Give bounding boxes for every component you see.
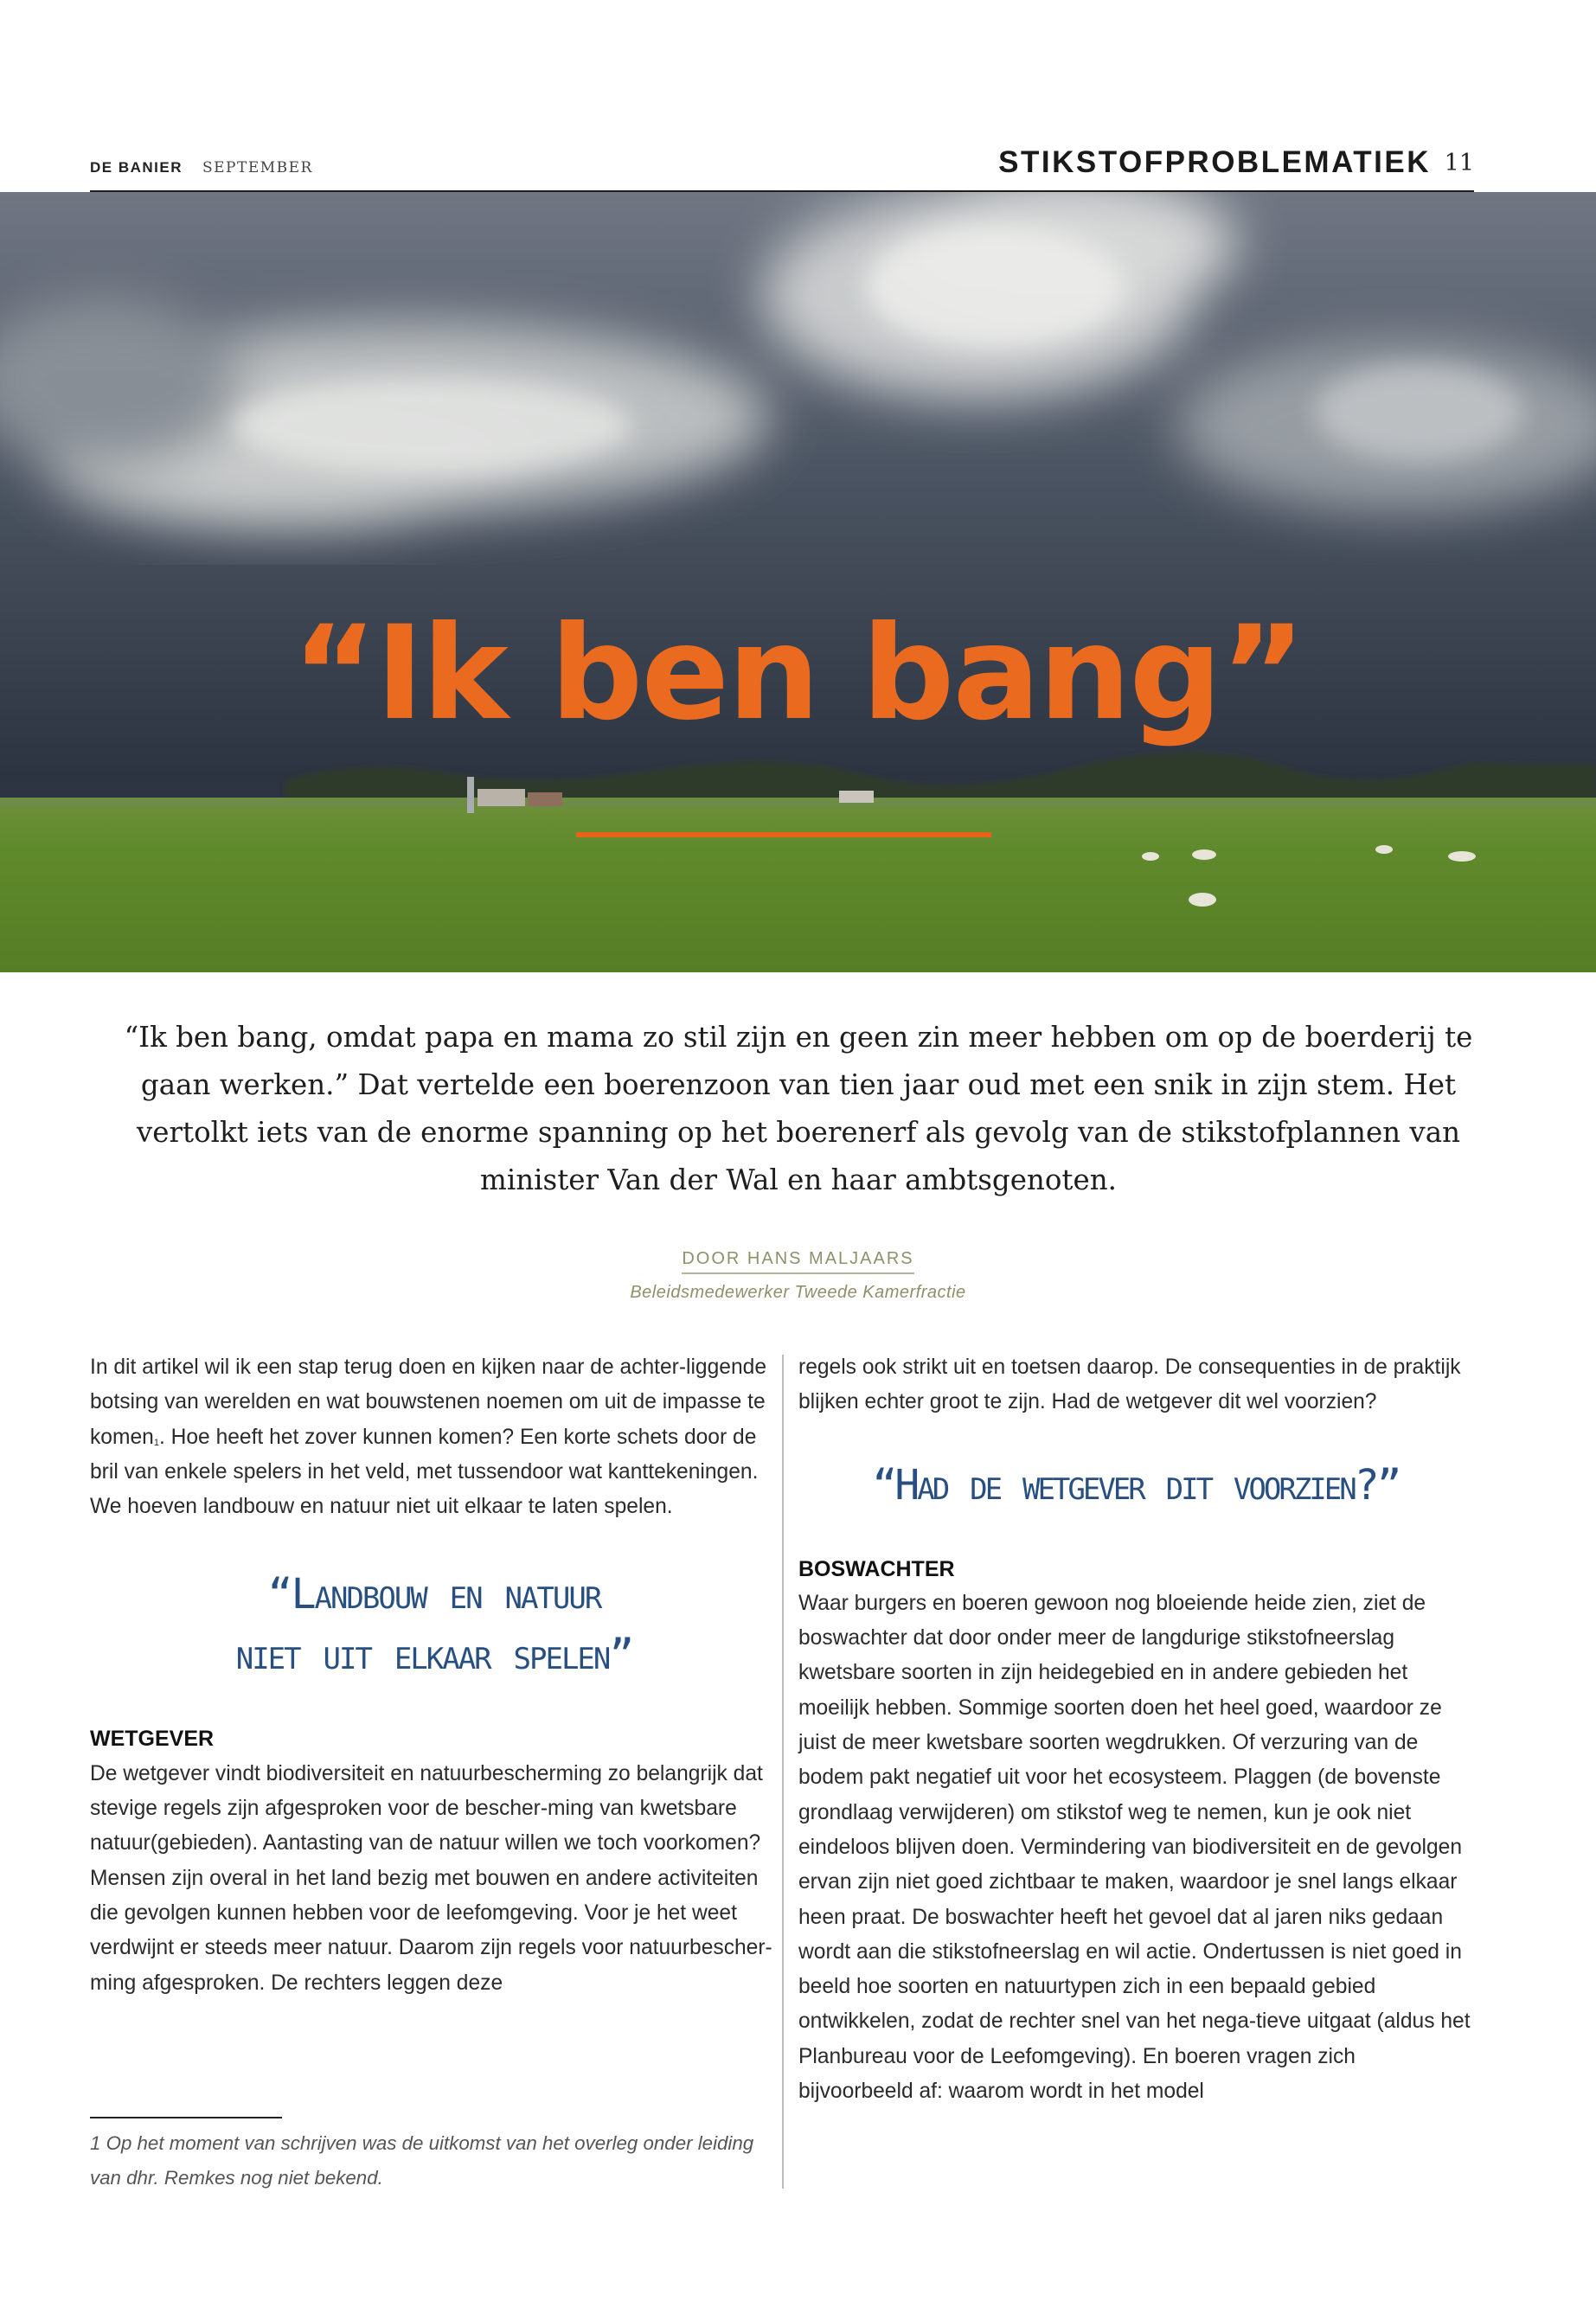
running-header (90, 138, 1474, 193)
issue-month: SEPTEMBER (202, 159, 313, 176)
subhead-boswachter: BOSWACHTER (798, 1556, 955, 1581)
magazine-name: DE BANIER (90, 159, 183, 176)
hero-image (0, 192, 1596, 972)
wetgever-paragraph: De wetgever vindt biodiversiteit en natuurbescherming zo belangrijk dat stevige regels zijn afgesproken voor de bescher-ming van kwetsbare natuur(gebieden). Aantasting van de natuur willen we toch voorkomen? Mensen zijn overal in het land bezig met bouwen en andere activiteiten die gevolgen kunnen hebben voor de leefomgeving. Voor je het weet verdwijnt er steeds meer natuur. Daarom zijn regels voor natuurbescher-ming afgesproken. De rechters leggen deze (90, 1761, 772, 1995)
landscape-photo (0, 192, 1596, 972)
intro-text: In dit artikel wil ik een stap terug doen en kijken naar de achter-liggende botsing van werelden en wat bouwstenen noemen om uit de impasse te komen (90, 1356, 767, 1449)
left-column (90, 1350, 779, 2001)
footnote-rule (90, 2117, 282, 2118)
byline-role: Beleidsmedewerker Tweede Kamerfractie (630, 1283, 966, 1302)
pull-quote-landbouw (90, 1564, 779, 1685)
continuation-paragraph: regels ook strikt uit en toetsen daarop. De consequenties in de praktijk blijken echter groot te zijn. Had de wetgever dit wel voorzien? (798, 1356, 1461, 1414)
page-number: 11 (1444, 150, 1474, 176)
intro-text-continued: . Hoe heeft het zover kunnen komen? Een korte schets door de bril van enkele spelers in het veld, met tussendoor wat kanttekeningen. We hoeven landbouw en natuur niet uit elkaar te laten spelen. (90, 1425, 759, 1519)
byline (0, 1249, 1596, 1303)
boswachter-paragraph: Waar burgers en boeren gewoon nog bloeiende heide zien, ziet de boswachter dat door onder meer de langdurige stikstofneerslag kwetsbare soorten in zijn heidegebied en in andere gebieden het moeilijk hebben. Sommige soorten doen het heel goed, waardoor ze juist de meer kwetsbare soorten wegdrukken. Of verzuring van de bodem pakt negatief uit voor het ecosysteem. Plaggen (de bovenste grondlaag verwijderen) om stikstof weg te nemen, kun je ook niet eindeloos blijven doen. Vermindering van biodiversiteit en de gevolgen ervan zijn niet goed zichtbaar te maken, waardoor je snel langs elkaar heen praat. De boswachter heeft het gevoel dat al jaren niks gedaan wordt aan die stikstofneerslag en wil actie. Ondertussen is niet goed in beeld hoe soorten en natuurtypen zich in een bepaald gebied ontwikkelen, zodat de rechter snel van het nega-tieve uitgaat (aldus het Planbureau voor de Leefomgeving). En boeren vragen zich bijvoorbeeld af: waarom wordt in het model (798, 1591, 1471, 2104)
article-title: “Ik ben bang” (292, 599, 1304, 749)
section-title: STIKSTOFPROBLEMATIEK (998, 145, 1431, 179)
column-divider (782, 1355, 784, 2189)
pull-quote-line: “Landbouw en natuur (267, 1570, 601, 1619)
footnote: 1 Op het moment van schrijven was de uitkomst van het overleg onder leiding van dhr. Remkes nog niet bekend. (90, 2132, 754, 2189)
footnote-marker[interactable]: 1 (153, 1437, 159, 1448)
pull-quote-wetgever: “Had de wetgever dit voorzien?” (872, 1460, 1400, 1509)
lead-paragraph: “Ik ben bang, omdat papa en mama zo stil zijn en geen zin meer hebben om op de boerderij te gaan werken.” Dat vertelde een boerenzoon van tien jaar oud met een snik in zijn stem. Het vertolkt iets van de enorme spanning op het boerenerf als gevolg van de stikstofplannen van minister Van der Wal en haar ambtsgenoten. (124, 1021, 1473, 1196)
pull-quote-line: niet uit elkaar spelen” (235, 1631, 633, 1680)
intro-paragraph (90, 1350, 779, 1524)
byline-author: DOOR HANS MALJAARS (682, 1249, 913, 1274)
subhead-wetgever: WETGEVER (90, 1727, 215, 1752)
title-underline (576, 832, 991, 837)
right-column (798, 1350, 1473, 2109)
